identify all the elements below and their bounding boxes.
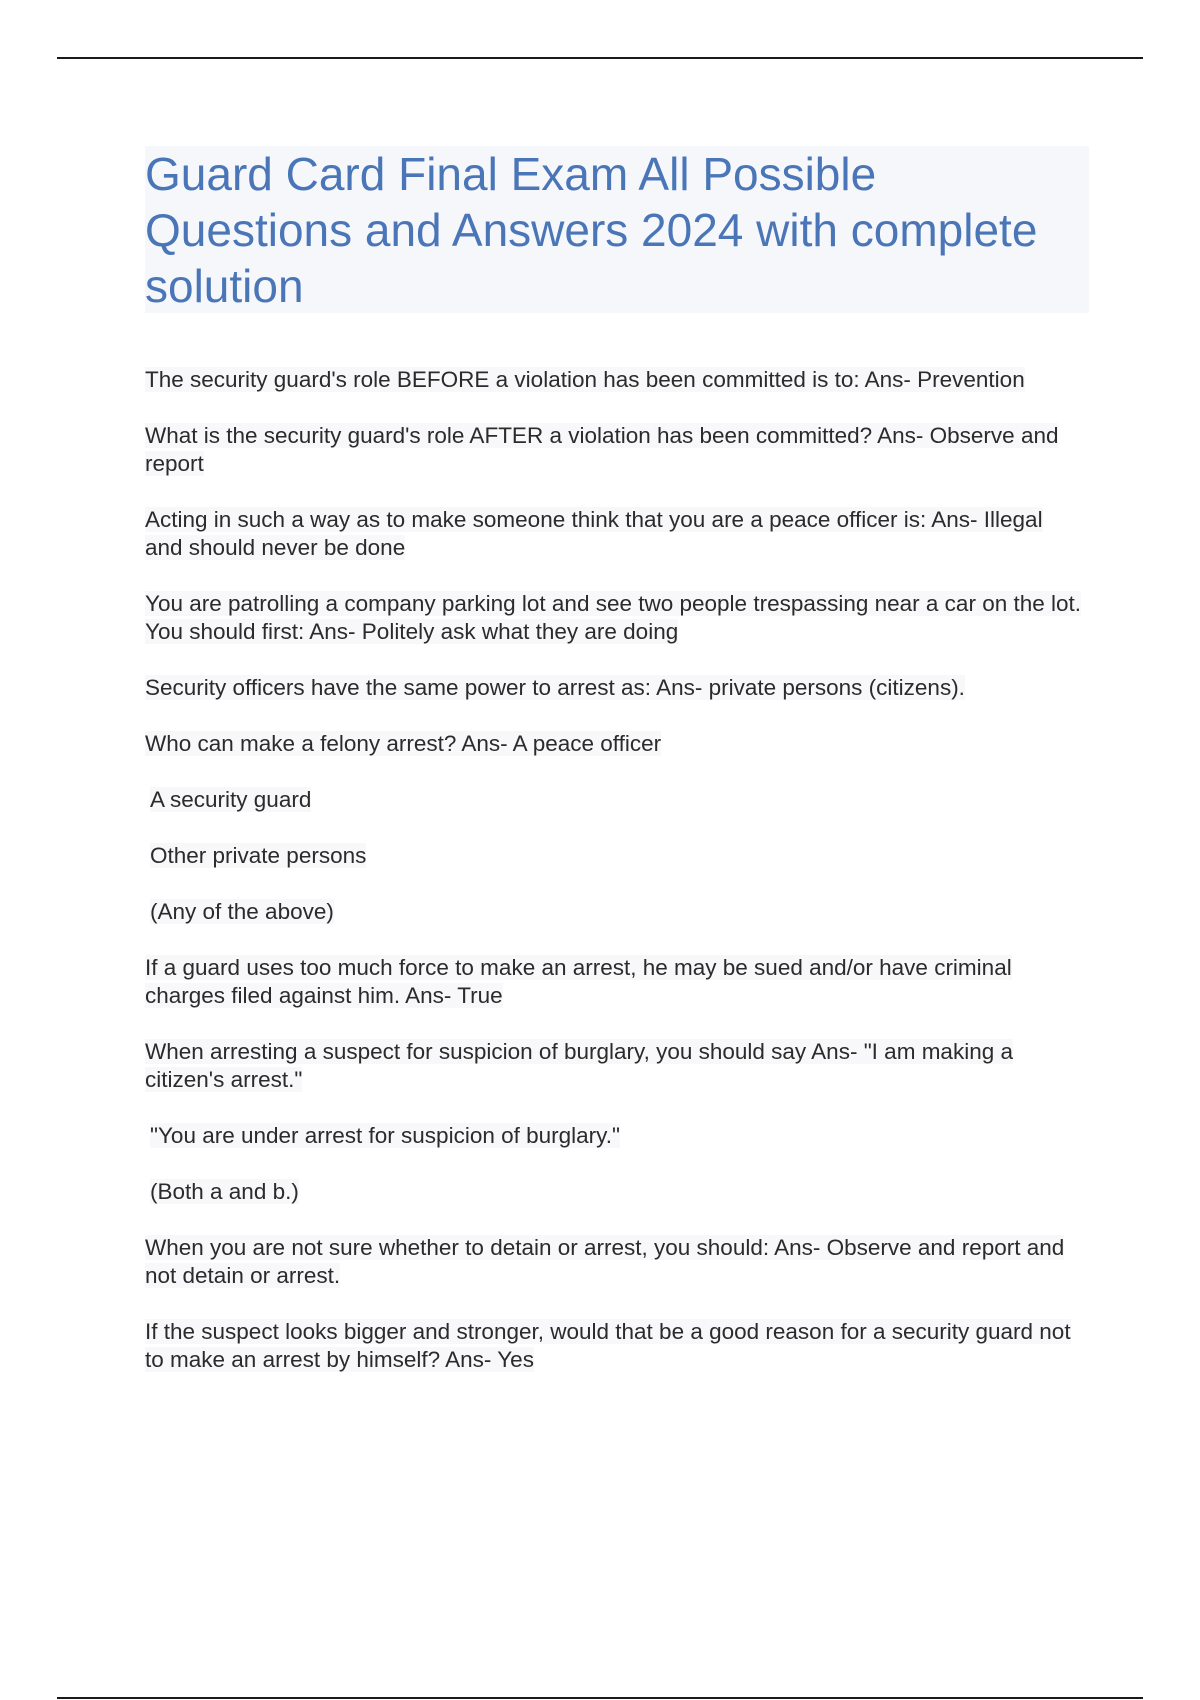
question-answer [145,366,1085,394]
document-title: Guard Card Final Exam All Possible Questions and Answers 2024 with complete solution [145,148,1038,312]
header-rule [57,57,1143,59]
answer-option [145,1122,1085,1150]
question-answer-text: When you are not sure whether to detain or arrest, you should: Ans- Observe and report and not detain or arrest. [145,1235,1065,1288]
question-answer-text: Who can make a felony arrest? Ans- A peace officer [145,731,662,756]
question-answer-text: If the suspect looks bigger and stronger, would that be a good reason for a security guard not to make an arrest by himself? Ans- Yes [145,1319,1071,1372]
question-answer [145,590,1085,646]
answer-option-text: "You are under arrest for suspicion of burglary." [150,1123,620,1148]
answer-option [145,1178,1085,1206]
answer-option-text: (Any of the above) [150,899,334,924]
answer-option [145,786,1085,814]
question-answer [145,1234,1085,1290]
title-block [145,146,1089,313]
question-answer [145,422,1085,478]
answer-option-text: (Both a and b.) [150,1179,299,1204]
question-answer [145,1038,1085,1094]
question-answer-text: Acting in such a way as to make someone think that you are a peace officer is: Ans- Illegal and should never be done [145,507,1043,560]
question-answer [145,674,1085,702]
answer-option [145,898,1085,926]
question-answer-text: You are patrolling a company parking lot and see two people trespassing near a car on the lot. You should first: Ans- Politely ask what they are doing [145,591,1082,644]
question-answer [145,954,1085,1010]
answer-option [145,842,1085,870]
question-answer-text: Security officers have the same power to arrest as: Ans- private persons (citizens). [145,675,965,700]
question-answer-text: If a guard uses too much force to make an arrest, he may be sued and/or have criminal charges filed against him. Ans- True [145,955,1012,1008]
question-answer-text: What is the security guard's role AFTER a violation has been committed? Ans- Observe and report [145,423,1059,476]
question-answer-text: The security guard's role BEFORE a violation has been committed is to: Ans- Prevention [145,367,1025,392]
answer-option-text: Other private persons [150,843,367,868]
answer-option-text: A security guard [150,787,312,812]
question-answer [145,1318,1085,1374]
question-answer [145,506,1085,562]
footer-rule [57,1697,1143,1699]
qa-list [145,366,1085,1402]
question-answer-text: When arresting a suspect for suspicion of burglary, you should say Ans- "I am making a citizen's arrest." [145,1039,1013,1092]
question-answer [145,730,1085,758]
